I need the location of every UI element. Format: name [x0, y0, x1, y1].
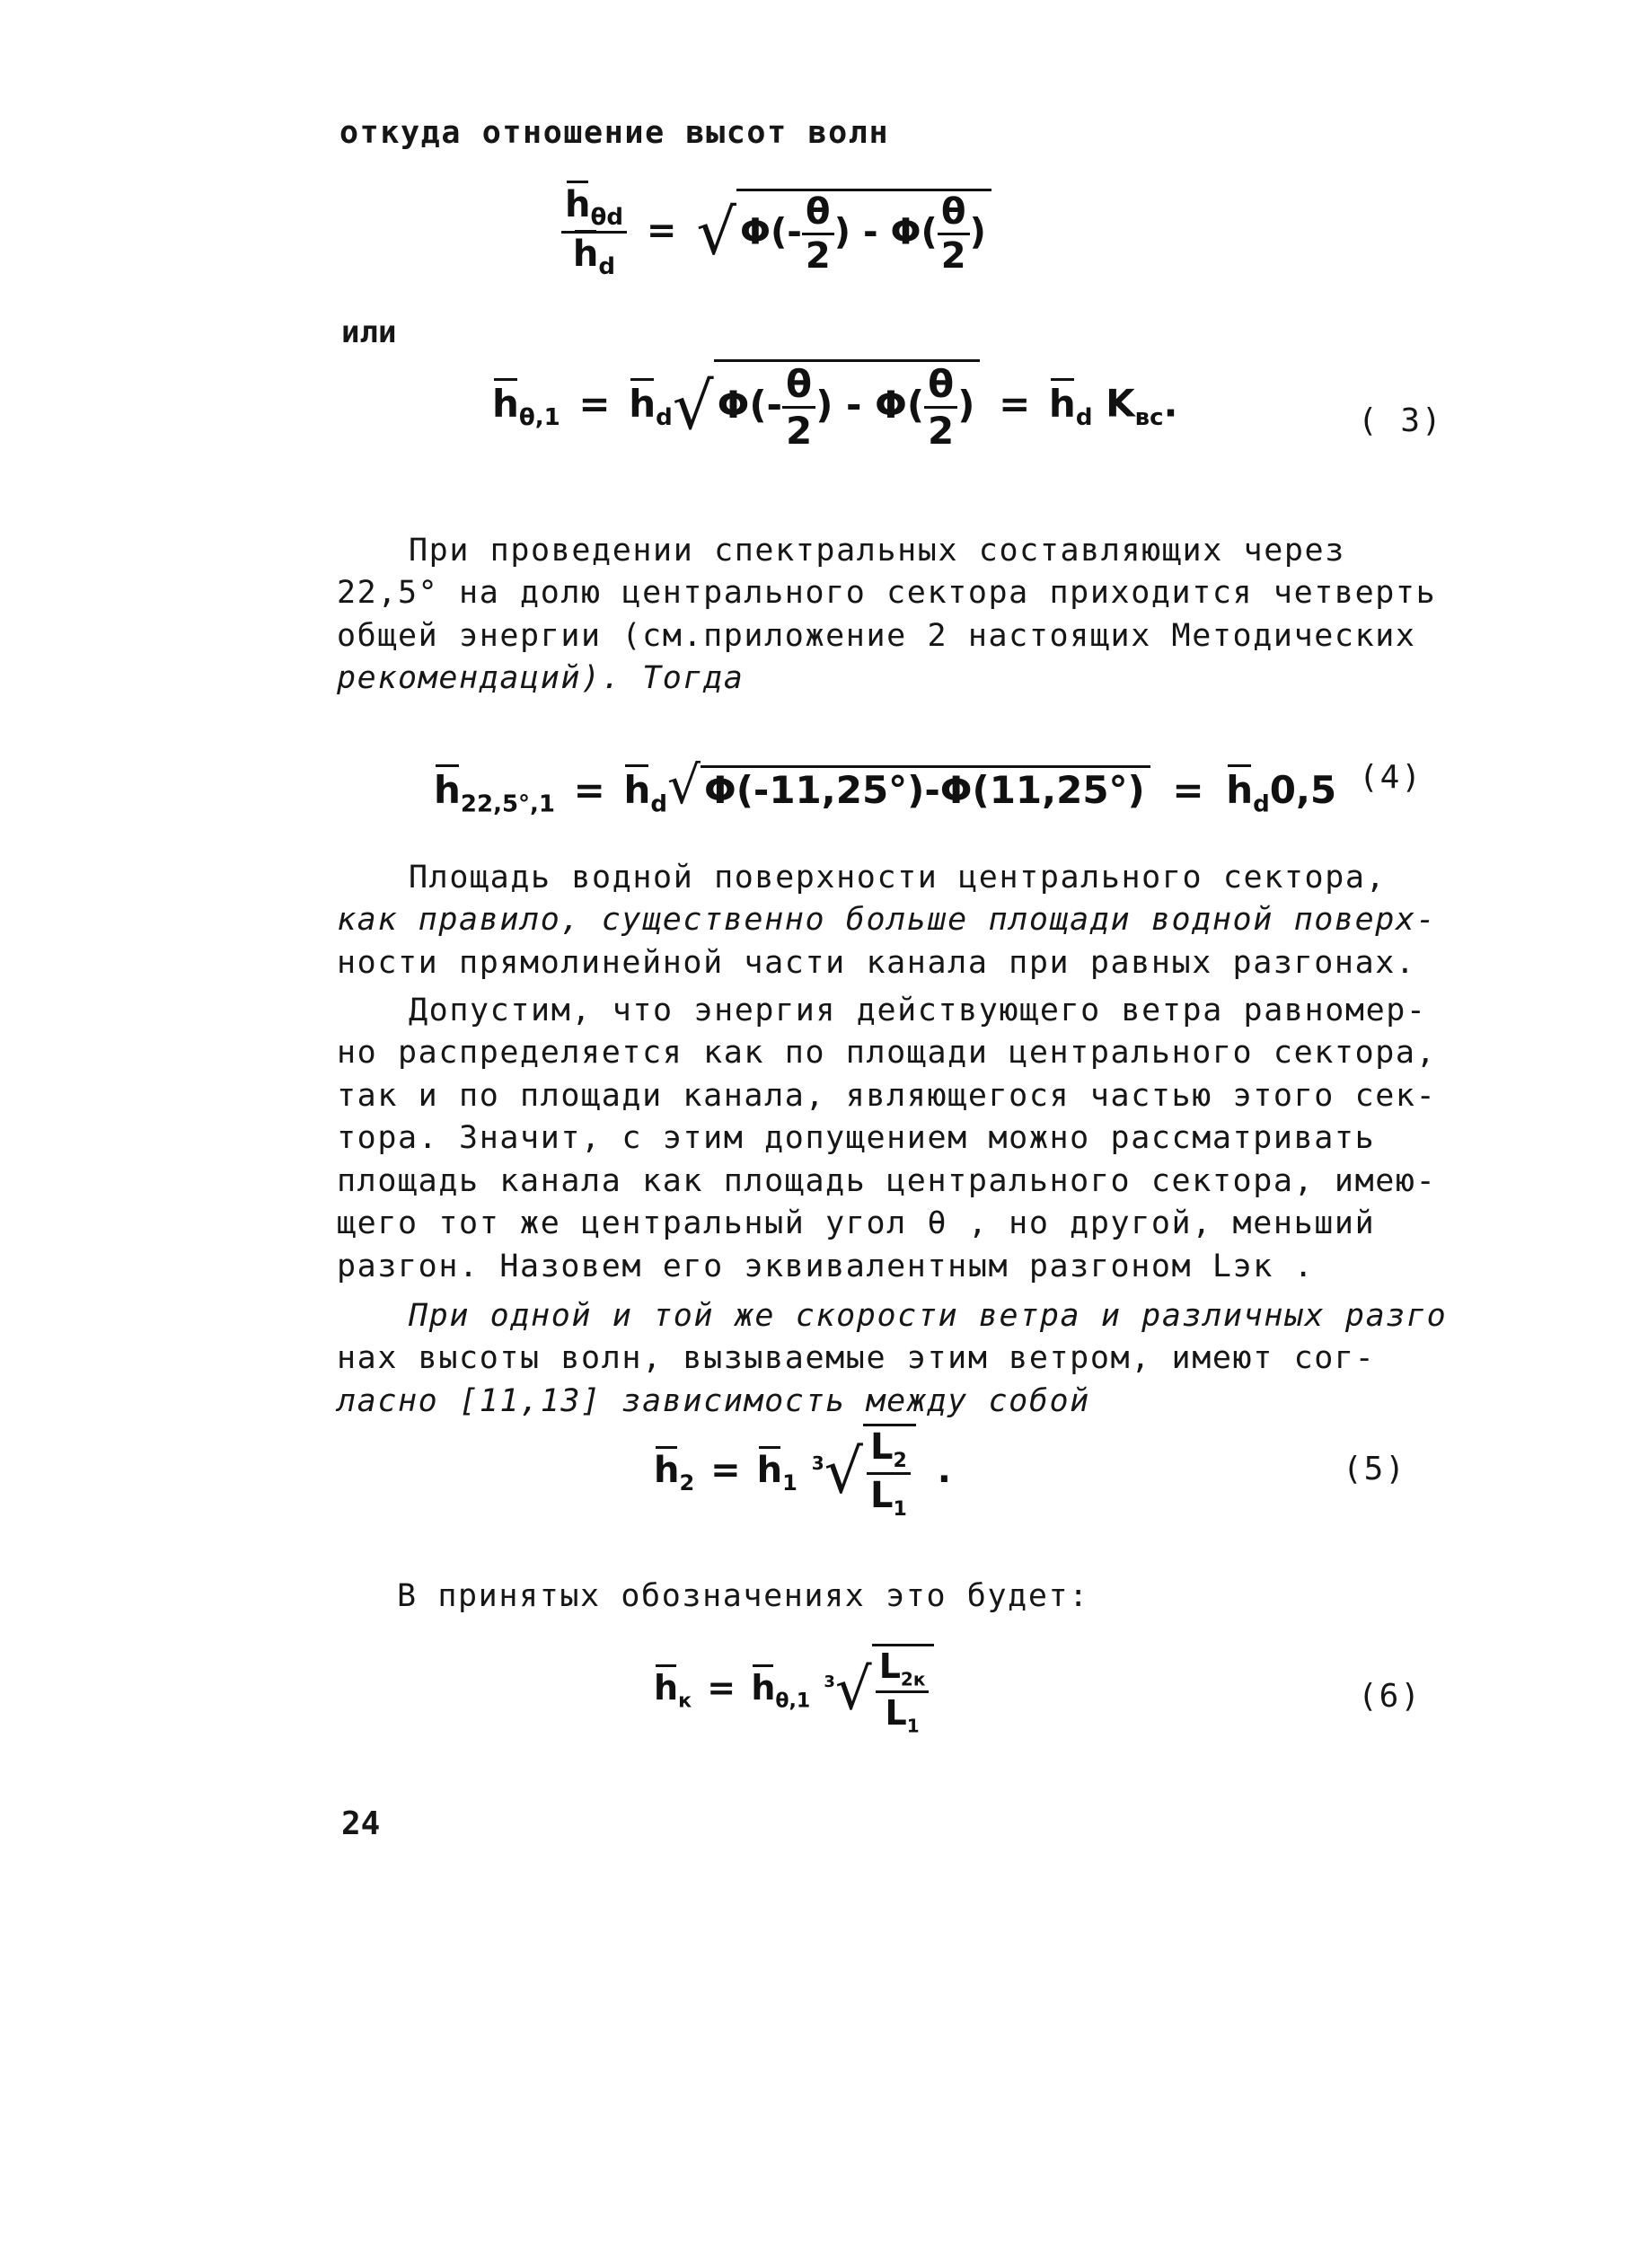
subscript: d [1075, 403, 1093, 431]
dot: . [1163, 381, 1178, 426]
subscript: 2к [900, 1668, 926, 1690]
theta: θ [782, 362, 815, 409]
value: 0,5 [1269, 768, 1337, 812]
text-line: как правило, существенно больше площади водной поверх- [337, 902, 1437, 938]
phi-symbol: Φ [739, 211, 771, 252]
text-line: 22,5° на долю центрального сектора приходится четверть [337, 575, 1437, 611]
paren: ( [906, 383, 925, 427]
phi-symbol: Φ [717, 383, 750, 427]
paren: ) [969, 211, 986, 252]
text-line: ласно [11,13] зависимость между собой [337, 1383, 1090, 1419]
formula-6 [654, 1644, 934, 1736]
paren: ) [833, 211, 850, 252]
text-line: разгон. Назовем его эквивалентным разгоном Lэк . [337, 1249, 1315, 1284]
dot: . [937, 1450, 951, 1491]
subscript: d [1253, 790, 1270, 818]
h-symbol: h [565, 184, 591, 225]
sqrt-sign: √ [824, 1436, 863, 1508]
two: 2 [940, 234, 966, 277]
text-line: Площадь водной поверхности центрального сектора, [409, 860, 1387, 896]
h-symbol: h [1048, 381, 1076, 426]
subscript: 2 [679, 1470, 695, 1496]
subscript: 1 [782, 1470, 798, 1496]
sqrt-content [872, 1644, 935, 1736]
h-symbol: h [492, 381, 519, 426]
equals-sign: = [1172, 768, 1204, 812]
subscript: θ,1 [518, 403, 560, 431]
l-ratio-fraction [867, 1426, 911, 1521]
numerator [867, 1426, 911, 1475]
sqrt-content [714, 359, 981, 453]
h-symbol: h [1226, 768, 1254, 812]
paren: (- [749, 383, 782, 427]
or-word: или [341, 314, 397, 350]
subscript: d [598, 253, 616, 280]
theta-half-fraction [782, 362, 815, 453]
equals-sign: = [646, 209, 677, 252]
cube-root-index: 3 [811, 1452, 824, 1474]
equals-sign: = [578, 381, 611, 426]
formula-1 [561, 184, 991, 280]
text-line: При проведении спектральных составляющих через [409, 533, 1345, 569]
sqrt-content [863, 1424, 916, 1521]
theta-half-fraction [938, 191, 970, 277]
cube-root-index: 3 [824, 1672, 835, 1692]
subscript: 2 [893, 1450, 907, 1472]
subscript: вс [1134, 403, 1164, 431]
text-line: Допустим, что энергия действующего ветра равномер- [409, 993, 1427, 1028]
l-symbol: L [878, 1646, 901, 1686]
l-symbol: L [869, 1426, 894, 1468]
h-symbol: h [751, 1668, 776, 1708]
h-symbol: h [623, 768, 651, 812]
formula-1-denominator [561, 234, 627, 280]
k-symbol: K [1106, 381, 1135, 426]
minus: - [846, 383, 862, 427]
h-symbol: h [572, 234, 599, 275]
text-line: щего тот же центральный угол θ , но другой, меньший [337, 1205, 1376, 1241]
minus: - [862, 211, 878, 252]
subscript: 1 [893, 1498, 907, 1521]
subscript: d [656, 403, 673, 431]
subscript: 1 [906, 1715, 920, 1737]
text-line: тора. Значит, с этим допущением можно рассматривать [337, 1120, 1376, 1156]
paren: (- [770, 211, 802, 252]
equals-sign: = [710, 1450, 741, 1491]
sqrt-sign: √ [834, 1656, 872, 1724]
paren: ) [815, 383, 833, 427]
l-ratio-fraction [876, 1646, 930, 1736]
l-symbol: L [885, 1692, 907, 1733]
h-symbol: h [654, 1450, 680, 1491]
intro-line [339, 115, 1648, 160]
text-line: так и по площади канала, являющегося частью этого сек- [337, 1078, 1437, 1114]
two: 2 [785, 409, 813, 453]
sqrt-sign: √ [672, 368, 714, 444]
intro-text: откуда отношение высот волн [339, 115, 890, 151]
h-symbol: h [434, 768, 461, 812]
subscript: 22,5°,1 [460, 790, 556, 818]
h-symbol: h [654, 1668, 679, 1708]
equation-number-3: ( 3) [1358, 402, 1443, 439]
formula-5 [654, 1424, 951, 1521]
formula-1-fraction [561, 184, 627, 280]
text-line: ности прямолинейной части канала при равных разгонах. [337, 945, 1416, 981]
paren: ( [921, 211, 938, 252]
formula-3 [492, 359, 1177, 453]
theta: θ [938, 191, 970, 235]
page-number: 24 [341, 1805, 381, 1842]
paren: ) [957, 383, 975, 427]
subscript: к [678, 1690, 692, 1713]
equals-sign: = [573, 768, 605, 812]
equation-number-6: (6) [1358, 1678, 1423, 1715]
h-symbol: h [629, 381, 657, 426]
text-line: нах высоты волн, вызываемые этим ветром, имеют сог- [337, 1340, 1376, 1376]
h-symbol: h [756, 1450, 783, 1491]
text-line: общей энергии (см.приложение 2 настоящих Методических [337, 618, 1416, 654]
subscript: θd [590, 204, 623, 231]
phi-symbol: Φ [890, 211, 921, 252]
theta: θ [924, 362, 957, 409]
theta-half-fraction [924, 362, 957, 453]
two: 2 [805, 234, 831, 277]
formula-4 [434, 755, 1336, 817]
theta: θ [802, 191, 834, 235]
theta-half-fraction [802, 191, 834, 277]
subscript: d [650, 790, 668, 818]
text-line: площадь канала как площадь центрального сектора, имею- [337, 1163, 1437, 1199]
l-symbol: L [869, 1475, 894, 1516]
subscript: θ,1 [775, 1690, 811, 1713]
sqrt-sign: √ [667, 755, 701, 816]
two: 2 [928, 409, 955, 453]
equals-sign: = [707, 1668, 736, 1708]
sqrt-content [736, 189, 991, 277]
text-line: но распределяется как по площади центрального сектора, [337, 1035, 1437, 1071]
equation-number-5: (5) [1343, 1451, 1407, 1487]
numerator [876, 1646, 930, 1693]
text-line: При одной и той же скорости ветра и различных разго [409, 1298, 1448, 1334]
denominator [876, 1693, 930, 1737]
text-line: рекомендаций). Тогда [337, 660, 745, 696]
formula-1-numerator [561, 184, 627, 234]
equation-number-4: (4) [1359, 759, 1423, 796]
equals-sign: = [999, 381, 1031, 426]
text-line: В принятых обозначениях это будет: [397, 1578, 1089, 1614]
denominator [867, 1475, 911, 1521]
phi-symbol: Φ [875, 383, 907, 427]
sqrt-sign: √ [696, 195, 736, 269]
sqrt-content: Φ(-11,25°)-Φ(11,25°) [701, 765, 1150, 812]
